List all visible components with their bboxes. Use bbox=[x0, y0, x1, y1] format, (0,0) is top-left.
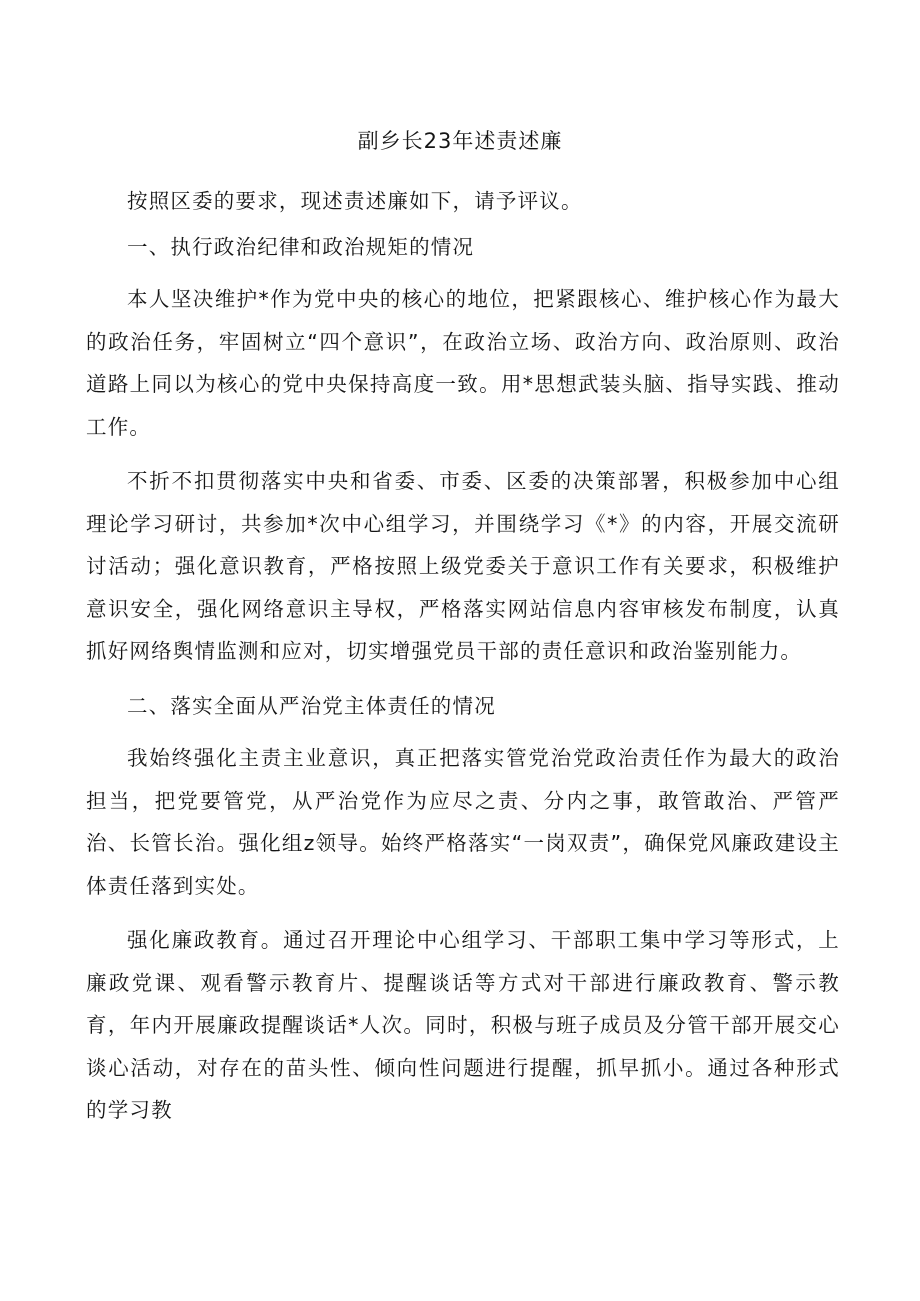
section-heading-2: 二、落实全面从严治党主体责任的情况 bbox=[127, 693, 496, 718]
section-1-paragraph-2: 不折不扣贯彻落实中央和省委、市委、区委的决策部署，积极参加中心组理论学习研讨，共参加*次中心组学习，并围绕学习《*》的内容，开展交流研讨活动；强化意识教育，严格按照上级党委关于意识工作有关要求，积极维护意识安全，强化网络意识主导权，严格落实网站信息内容审核发布制度，认真抓好网络舆情监测和应对，切实增强党员干部的责任意识和政治鉴别能力。 bbox=[86, 469, 840, 663]
section-heading-1: 一、执行政治纪律和政治规矩的情况 bbox=[127, 234, 475, 259]
document-body bbox=[86, 180, 840, 1132]
section-2-paragraph-1: 我始终强化主责主业意识，真正把落实管党治党政治责任作为最大的政治担当，把党要管党，从严治党作为应尽之责、分内之事，敢管敢治、严管严治、长管长治。强化组z领导。始终严格落实“一岗双责”，确保党风廉政建设主体责任落到实处。 bbox=[86, 746, 840, 898]
section-2-paragraph-2: 强化廉政教育。通过召开理论中心组学习、干部职工集中学习等形式，上廉政党课、观看警示教育片、提醒谈话等方式对干部进行廉政教育、警示教育，年内开展廉政提醒谈话*人次。同时，积极与班子成员及分管干部开展交心谈心活动，对存在的苗头性、倾向性问题进行提醒，抓早抓小。通过各种形式的学习教 bbox=[86, 928, 840, 1122]
section-1-paragraph-1: 本人坚决维护*作为党中央的核心的地位，把紧跟核心、维护核心作为最大的政治任务，牢固树立“四个意识”，在政治立场、政治方向、政治原则、政治道路上同以为核心的党中央保持高度一致。用*思想武装头脑、指导实践、推动工作。 bbox=[86, 287, 840, 439]
intro-paragraph: 按照区委的要求，现述责述廉如下，请予评议。 bbox=[127, 189, 583, 213]
document-title: 副乡长23年述责述廉 bbox=[357, 129, 563, 153]
